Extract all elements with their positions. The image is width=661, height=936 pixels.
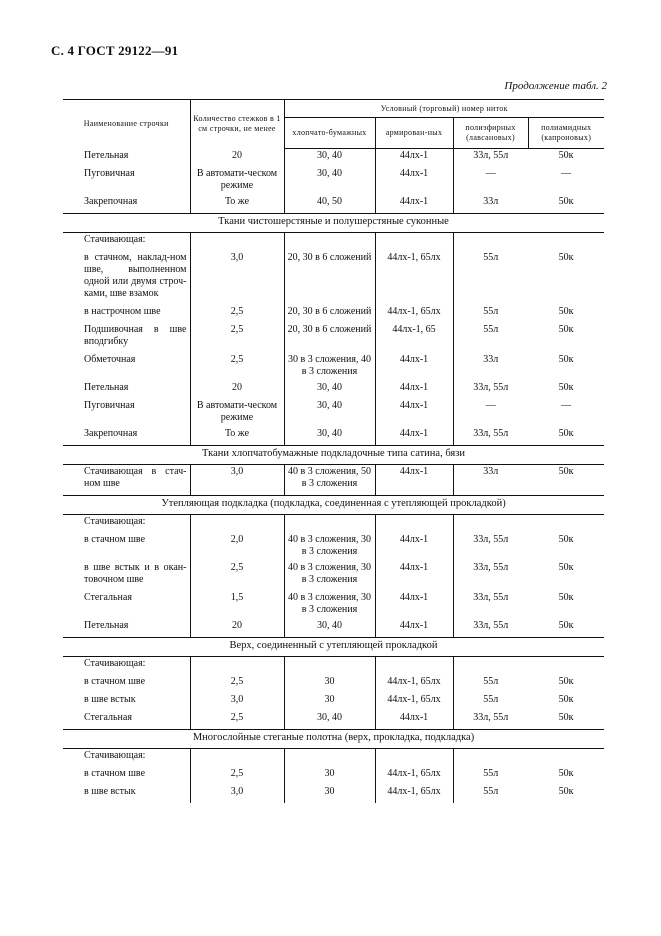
col-header-armored: армирован-ных [375,118,453,149]
cell-stitches: В автомати-ческом режиме [190,167,284,195]
cell-cotton: 40 в 3 сложения, 50 в 3 сложения [284,464,375,495]
cell-armored [375,514,453,533]
cell-polyamide: 50к [558,711,574,723]
table-row [63,353,604,381]
cell-stitches: 2,5 [190,767,284,785]
cell-cotton: 40, 50 [284,195,375,214]
section-heading: Многослойные стеганые полотна (верх, прокладка, подкладка) [63,729,604,748]
cell-name: в стачном, наклад-ном шве, выполненном одной или двумя строч-ками, шве взамок [63,251,190,305]
cell-armored: 44лх-1, 65лх [375,251,453,305]
cell-cotton [284,656,375,675]
cell-name: Петельная [63,619,190,638]
table-header [63,100,604,149]
cell-polyester: 33л, 55л [473,427,509,439]
cell-stitches: То же [190,427,284,446]
cell-polyester: 33л, 55л [473,619,509,631]
cell-name: в шве встык и в окан-товочном шве [63,561,190,591]
cell-polyamide: — [561,399,571,411]
cell-cotton: 30 [284,767,375,785]
cell-cotton: 30 [284,675,375,693]
cell-polyester: 55л [483,323,499,335]
table-row [63,399,604,427]
cell-stitches [190,656,284,675]
cell-polyester: — [485,167,496,179]
col-header-stitches: Количество стежков в 1 см строчки, не менее [190,100,284,149]
section-heading-row [63,445,604,464]
cell-cotton: 20, 30 в 6 сложений [284,251,375,305]
cell-stitches: 2,5 [190,353,284,381]
cell-polyamide: 50к [558,381,574,393]
cell-stitches: 2,5 [190,711,284,730]
table-row [63,748,604,767]
cell-polyamide: 50к [558,785,574,797]
cell-stitches: 20 [190,381,284,399]
cell-armored: 44лх-1 [375,619,453,638]
cell-polyamide: 50к [558,533,574,545]
table-row [63,785,604,803]
cell-polyester: 33л, 55л [473,150,509,161]
cell-cotton: 30 в 3 сложения, 40 в 3 сложения [284,353,375,381]
table-row [63,167,604,195]
cell-armored: 44лх-1 [375,533,453,561]
cell-armored: 44лх-1, 65 [375,323,453,353]
cell-cotton: 40 в 3 сложения, 30 в 3 сложения [284,561,375,591]
cell-stitches: 2,5 [190,323,284,353]
col-header-polyamide: полиамидных (капроновых) [528,118,604,149]
thread-spec-table [63,99,604,803]
section-heading-row [63,495,604,514]
cell-polyamide: 50к [558,693,574,705]
table-row [63,195,604,214]
cell-stitches: 20 [190,149,284,167]
cell-name: Обметочная [63,353,190,381]
cell-stitches: 2,5 [190,675,284,693]
table-row [63,675,604,693]
section-heading: Ткани хлопчатобумажные подкладочные типа сатина, бязи [63,445,604,464]
table-row [63,427,604,446]
cell-cotton [284,748,375,767]
page-header: С. 4 ГОСТ 29122—91 [51,43,179,58]
cell-armored: 44лх-1, 65лх [375,675,453,693]
table-row [63,251,604,305]
col-header-thread-number: Условный (торговый) номер ниток [284,100,604,118]
cell-armored: 44лх-1, 65лх [375,785,453,803]
table-row [63,305,604,323]
cell-polyester: 33л, 55л [473,591,509,603]
cell-armored: 44лх-1 [375,149,453,167]
cell-stitches: 3,0 [190,251,284,305]
cell-polyamide [528,232,604,251]
cell-polyester: 33л, 55л [473,561,509,573]
cell-polyester: 33л, 55л [473,533,509,545]
cell-cotton: 40 в 3 сложения, 30 в 3 сложения [284,533,375,561]
cell-name: в шве встык [63,785,190,803]
section-heading-row [63,637,604,656]
cell-name: в стачном шве [63,767,190,785]
cell-polyester [453,232,528,251]
cell-armored: 44лх-1, 65лх [375,305,453,323]
table-row [63,464,604,495]
col-header-polyester: полиэфирных (лавсановых) [453,118,528,149]
cell-cotton: 30, 40 [284,399,375,427]
cell-armored: 44лх-1 [375,464,453,495]
cell-polyamide [528,514,604,533]
cell-stitches [190,748,284,767]
cell-cotton [284,514,375,533]
cell-armored [375,748,453,767]
cell-name: Стегальная [63,591,190,619]
cell-name: Стачивающая: [63,514,190,533]
cell-polyester [453,748,528,767]
section-heading: Утепляющая подкладка (подкладка, соединенная с утепляющей прокладкой) [63,495,604,514]
cell-polyester [453,514,528,533]
cell-cotton: 30, 40 [284,167,375,195]
cell-polyamide [528,656,604,675]
section-heading: Верх, соединенный с утепляющей прокладкой [63,637,604,656]
cell-polyester: 55л [483,305,499,317]
cell-stitches: 1,5 [190,591,284,619]
cell-polyester: 55л [483,785,499,797]
cell-name: Стачивающая в стач-ном шве [63,464,190,495]
cell-polyester: 33л [483,465,499,477]
cell-stitches: 20 [190,619,284,638]
cell-name: Подшивочная в шве вподгибку [63,323,190,353]
cell-armored: 44лх-1 [375,195,453,214]
table-body [63,149,604,803]
cell-polyamide: 50к [558,619,574,631]
cell-polyamide: 50к [558,150,574,161]
cell-armored: 44лх-1 [375,399,453,427]
cell-polyester: 55л [483,675,499,687]
cell-polyester: 33л, 55л [473,711,509,723]
table-row [63,619,604,638]
table-row [63,533,604,561]
cell-stitches: 3,0 [190,464,284,495]
cell-name: Пуговичная [63,167,190,195]
cell-stitches: 2,5 [190,561,284,591]
table-row [63,514,604,533]
section-heading-row [63,213,604,232]
cell-polyamide: 50к [558,251,574,263]
cell-cotton: 30, 40 [284,427,375,446]
cell-armored: 44лх-1 [375,167,453,195]
cell-armored [375,656,453,675]
cell-armored: 44лх-1 [375,561,453,591]
cell-cotton: 30 [284,785,375,803]
cell-armored [375,232,453,251]
section-heading-row [63,729,604,748]
cell-armored: 44лх-1, 65лх [375,693,453,711]
cell-stitches: 3,0 [190,693,284,711]
cell-cotton: 40 в 3 сложения, 30 в 3 сложения [284,591,375,619]
cell-name: Пуговичная [63,399,190,427]
cell-polyester: 55л [483,767,499,779]
cell-polyamide: — [561,167,571,179]
table-continuation-label: Продолжение табл. 2 [504,80,607,92]
cell-polyamide: 50к [558,353,574,365]
cell-polyester: 33л [483,353,499,365]
cell-polyamide: 50к [558,465,574,477]
table-row [63,323,604,353]
cell-name: Петельная [63,381,190,399]
cell-polyamide: 50к [558,675,574,687]
cell-stitches [190,514,284,533]
table-row [63,693,604,711]
cell-name: в настрочном шве [63,305,190,323]
cell-armored: 44лх-1 [375,353,453,381]
cell-cotton: 30, 40 [284,711,375,730]
cell-polyamide: 50к [558,195,574,207]
cell-name: Стачивающая: [63,748,190,767]
cell-polyamide: 50к [558,591,574,603]
cell-name: Петельная [63,149,190,167]
cell-name: в стачном шве [63,533,190,561]
table-row [63,711,604,730]
col-header-cotton: хлопчато-бумажных [284,118,375,149]
table-row [63,561,604,591]
cell-cotton: 30, 40 [284,619,375,638]
section-heading: Ткани чистошерстяные и полушерстяные суконные [63,213,604,232]
cell-polyester: — [485,399,496,411]
cell-stitches: То же [190,195,284,214]
cell-stitches: 2,5 [190,305,284,323]
cell-polyamide: 50к [558,323,574,335]
cell-polyester: 33л [483,195,499,207]
cell-polyamide: 50к [558,427,574,439]
cell-polyamide [528,748,604,767]
cell-polyester: 55л [483,693,499,705]
cell-cotton: 30, 40 [284,149,375,167]
cell-armored: 44лх-1 [375,591,453,619]
cell-armored: 44лх-1 [375,427,453,446]
cell-polyester: 55л [483,251,499,263]
cell-polyester: 33л, 55л [473,381,509,393]
table-row [63,591,604,619]
cell-name: Закрепочная [63,427,190,446]
cell-stitches: В автомати-ческом режиме [190,399,284,427]
table-row [63,232,604,251]
cell-cotton: 20, 30 в 6 сложений [284,323,375,353]
cell-stitches: 2,0 [190,533,284,561]
cell-armored: 44лх-1, 65лх [375,767,453,785]
cell-armored: 44лх-1 [375,381,453,399]
cell-name: в стачном шве [63,675,190,693]
cell-armored: 44лх-1 [375,711,453,730]
cell-cotton [284,232,375,251]
col-header-name: Наименование строчки [63,100,190,149]
cell-cotton: 20, 30 в 6 сложений [284,305,375,323]
cell-polyamide: 50к [558,767,574,779]
cell-name: Стегальная [63,711,190,730]
table-row [63,381,604,399]
cell-polyamide: 50к [558,561,574,573]
cell-cotton: 30 [284,693,375,711]
table-row [63,767,604,785]
cell-name: Закрепочная [63,195,190,214]
cell-name: Стачивающая: [63,656,190,675]
table-row [63,149,604,167]
cell-stitches: 3,0 [190,785,284,803]
cell-name: в шве встык [63,693,190,711]
cell-name: Стачивающая: [63,232,190,251]
cell-polyester [453,656,528,675]
cell-cotton: 30, 40 [284,381,375,399]
cell-stitches [190,232,284,251]
cell-polyamide: 50к [558,305,574,317]
table-row [63,656,604,675]
